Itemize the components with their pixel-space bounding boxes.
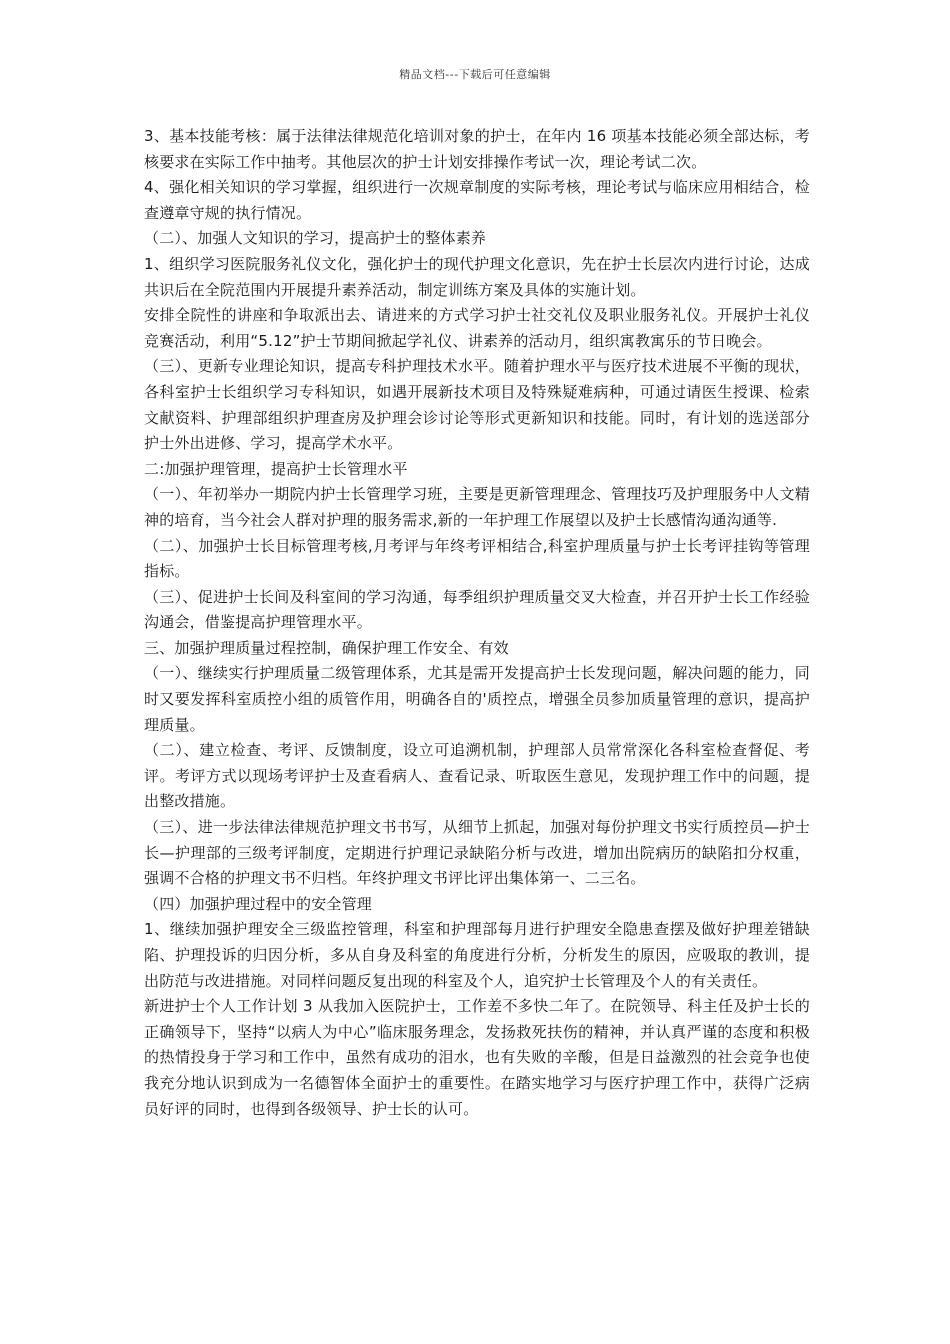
paragraph-professional-knowledge: （三）、更新专业理论知识，提高专科护理技术水平。随着护理水平与医疗技术进展不平衡的现状，各科室护士长组织学习专科知识，如遇开展新技术项目及特殊疑难病种，可通过请医生授课、检索文献资料、护理部组织护理查房及护理会诊讨论等形式更新知识和技能。同时，有计划的选送部分护士外出进修、学习，提高学术水平。 (144, 357, 810, 453)
paragraph-personal-plan: 新进护士个人工作计划 3 从我加入医院护士，工作差不多快二年了。在院领导、科主任及护士长的正确领导下，坚持“以病人为中心”临床服务理念，发扬救死扶伤的精神，并认真严谨的态度和积极的热情投身于学习和工作中，虽然有成功的泪水，也有失败的辛酸，但是日益激烈的社会竞争也使我充分地认识到成为一名德智体全面护士的重要性。在踏实地学习与医疗护理工作中，获得广泛病员好评的同时，也得到各级领导、护士长的认可。 (144, 997, 810, 1118)
paragraph-head-nurse-training: （一）、年初举办一期院内护士长管理学习班，主要是更新管理理念、管理技巧及护理服务中人文精神的培育，当今社会人群对护理的服务需求,新的一年护理工作展望以及护士长感情沟通沟通等. (144, 485, 810, 529)
paragraph-communication: （三）、促进护士长间及科室间的学习沟通，每季组织护理质量交叉大检查，并召开护士长工作经验沟通会，借鉴提高护理管理水平。 (144, 587, 810, 632)
paragraph-inspection-system: （二）、建立检查、考评、反馈制度，设立可追溯机制，护理部人员常常深化各科室检查督促、考评。考评方式以现场考评护士及查看病人、查看记录、听取医生意见，发现护理工作中的问题，提出整改措施。 (144, 741, 810, 811)
paragraph-lectures: 安排全院性的讲座和争取派出去、请进来的方式学习护士社交礼仪及职业服务礼仪。开展护士礼仪竞赛活动，利用“5.12”护士节期间掀起学礼仪、讲素养的活动月，组织寓教寓乐的节日晚会。 (144, 306, 810, 350)
paragraph-target-assessment: （二）、加强护士长目标管理考核,月考评与年终考评相结合,科室护理质量与护士长考评挂钩等管理指标。 (144, 536, 810, 581)
paragraph-safety-monitoring: 1、继续加强护理安全三级监控管理，科室和护理部每月进行护理安全隐患查摆及做好护理差错缺陷、护理投诉的归因分析，多从自身及科室的角度进行分析，分析发生的原因，应吸取的教训，提出防范与改进措施。对同样问题反复出现的科室及个人，追究护士长管理及个人的有关责任。 (144, 920, 810, 990)
paragraph-etiquette-culture: 1、组织学习医院服务礼仪文化，强化护士的现代护理文化意识，先在护士长层次内进行讨论，达成共识后在全院范围内开展提升素养活动，制定训练方案及具体的实施计划。 (144, 254, 810, 299)
page-header: 精品文档---下载后可任意编辑 (399, 68, 551, 81)
section-heading-management: 二:加强护理管理，提高护士长管理水平 (144, 459, 408, 478)
section-heading-quality-control: 三、加强护理质量过程控制，确保护理工作安全、有效 (144, 638, 509, 657)
section-heading-humanities: （二）、加强人文知识的学习，提高护士的整体素养 (144, 229, 487, 248)
paragraph-skill-exam: 3、基本技能考核：属于法律法律规范化培训对象的护士，在年内 16 项基本技能必须全部达标，考核要求在实际工作中抽考。其他层次的护士计划安排操作考试一次，理论考试二次。 (144, 127, 810, 171)
paragraph-knowledge-exam: 4、强化相关知识的学习掌握，组织进行一次规章制度的实际考核，理论考试与临床应用相结合，检查遵章守规的执行情况。 (144, 178, 810, 222)
section-heading-safety: （四）加强护理过程中的安全管理 (144, 894, 373, 913)
paragraph-two-level-system: （一）、继续实行护理质量二级管理体系，尤其是需开发提高护士长发现问题，解决问题的能力，同时又要发挥科室质控小组的质管作用，明确各自的'质控点，增强全员参加质量管理的意识，提高护理质量。 (144, 664, 810, 734)
paragraph-documentation: （三）、进一步法律法律规范护理文书书写，从细节上抓起，加强对每份护理文书实行质控员—护士长—护理部的三级考评制度，定期进行护理记录缺陷分析与改进，增加出院病历的缺陷扣分权重，强调不合格的护理文书不归档。年终护理文书评比评出集体第一、二三名。 (144, 818, 810, 888)
document-body (144, 124, 810, 1122)
